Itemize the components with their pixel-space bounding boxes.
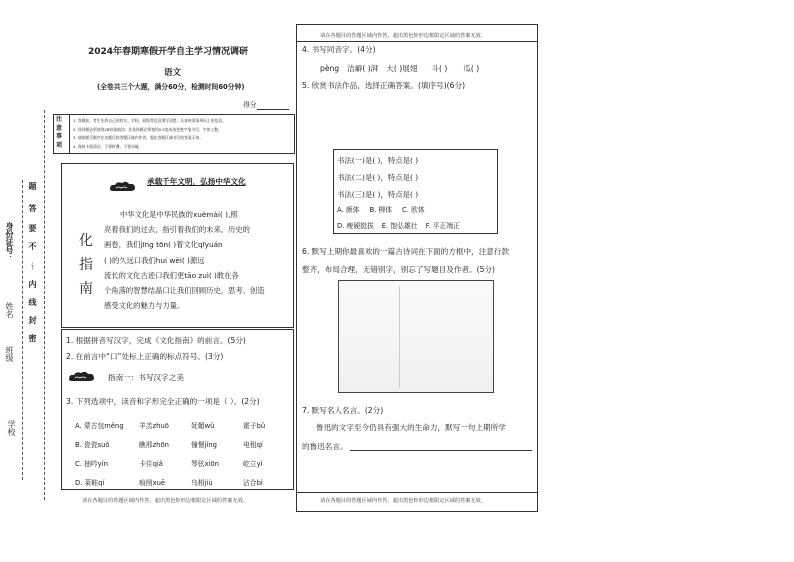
option-cell: A. 蒙古包měng xyxy=(75,422,124,430)
passage-line: 中华文化是中华民族的xuèmài( ),照 xyxy=(120,210,238,219)
option-cell: 瞧邢zhōn xyxy=(139,441,169,449)
passage-line: 感受文化的魅力与力量。 xyxy=(104,301,185,311)
question-7-answer-line[interactable] xyxy=(350,450,532,451)
side-char: 南 xyxy=(79,281,93,297)
notes-label-char: 注 xyxy=(56,116,63,123)
notes-label-char: 事 xyxy=(56,133,63,140)
option-cell: 沾合bì xyxy=(243,479,263,487)
notes-label xyxy=(56,116,68,150)
binding-inside-label: 内 xyxy=(28,280,37,288)
exam-note: (全卷共三个大题，满分60分，检测时间60分钟) xyxy=(97,83,245,91)
right-bottom-rule xyxy=(296,492,538,493)
binding-no-answer-neg: 不 xyxy=(28,242,37,250)
exam-no-underline xyxy=(10,256,11,258)
exam-title: 2024年春期寒假开学自主学习情况调研 xyxy=(88,47,249,57)
right-top-rule xyxy=(296,41,538,42)
q4-item[interactable]: 大( )展翅 xyxy=(386,64,418,73)
option-cell: D. 莱畦qí xyxy=(75,479,105,487)
question-2: 2. 在前言中“口”处标上正确的标点符号。(3分) xyxy=(66,352,224,361)
poem-box-scan-mark xyxy=(399,286,400,388)
score-underline xyxy=(257,109,289,110)
question-3-options xyxy=(75,417,265,493)
option-cell: 羊羔zhuō xyxy=(139,422,169,430)
q4-item[interactable]: 斗( ) xyxy=(431,64,448,73)
choices-row-1 xyxy=(337,206,425,214)
option-cell: 妩媚wǔ xyxy=(191,422,215,430)
choice: E. 饱弘雄壮 xyxy=(381,222,418,230)
binding-school-label: 学校 xyxy=(7,420,16,436)
option-cell: 屹立yì xyxy=(243,460,263,468)
notes-line: 3. 请按题号顺序在各题目的答题区域内作答，超出答题区域书写的答案无效。 xyxy=(73,135,204,140)
side-char: 指 xyxy=(79,257,93,273)
option-cell: B. 瓷瓷suǒ xyxy=(75,441,110,449)
binding-no-answer-low: 要 xyxy=(28,224,37,232)
option-row-c[interactable] xyxy=(75,455,265,474)
side-char: 化 xyxy=(79,233,93,249)
binding-seal-label: 封 xyxy=(28,316,37,324)
binding-class-label: 班级 xyxy=(5,346,14,362)
choice: B. 柳体 xyxy=(369,206,393,214)
q4-item[interactable]: 瓜( ) xyxy=(463,64,480,73)
binding-dash-line-inner xyxy=(44,110,45,500)
notes-list xyxy=(73,117,226,151)
passage-text xyxy=(104,207,265,313)
q4-item: pèng xyxy=(320,64,340,73)
score-label: 得分 xyxy=(243,101,257,109)
binding-no-answer-top: 题 xyxy=(28,182,37,190)
right-top-footer-note: 请在各题目的答题区域内作答，超出黑色矩形边框限定区域的答案无效。 xyxy=(320,33,487,39)
calligraphy-line[interactable]: 书法(三)是( )，特点是( ) xyxy=(337,190,419,199)
option-cell: 痕削xuē xyxy=(139,479,166,487)
question-5: 5. 欣赏书法作品，选择正确答案。(填序号)(6分) xyxy=(302,81,466,90)
option-cell: 电租qí xyxy=(243,441,263,449)
passage-line: 画卷，我们jīng tōn( )着文化qīyuán xyxy=(104,240,223,250)
passage-banner-title: 承载千年文明，弘扬中华文化 xyxy=(147,177,246,186)
question-7-line-1: 鲁迅的文字至今仍具有强大的生命力，默写一句上期所学 xyxy=(316,423,506,432)
cloud-ornament-icon xyxy=(108,181,138,192)
choice: F. 平正端正 xyxy=(425,222,460,230)
option-cell: C. 抽吟yín xyxy=(75,460,108,468)
passage-line: 流长的文化古迹口我们更tāo zuì( )敢在各 xyxy=(104,270,239,280)
passage-side-title xyxy=(76,234,96,296)
question-4: 4. 书写同音字。(4分) xyxy=(302,45,376,54)
option-cell: 乌相jiù xyxy=(191,479,213,487)
binding-line-label: 线 xyxy=(28,298,37,306)
choice: D. 瘦硬挺拔 xyxy=(337,222,374,230)
notes-line: 4. 保持卡面清洁，不要折叠、不要弄破。 xyxy=(73,143,143,149)
passage-line: 个角落的智慧结晶口让我们回顾历史，思考、创造 xyxy=(104,286,265,296)
choice: A. 颜体 xyxy=(337,206,360,214)
option-row-b[interactable] xyxy=(75,436,265,455)
right-bottom-footer-note: 请在各题目的答题区域内作答，超出黑色矩形边框限定区域的答案无效。 xyxy=(320,498,487,504)
calligraphy-line[interactable]: 书法(一)是( )，特点是( ) xyxy=(337,156,419,165)
notes-label-divider xyxy=(69,114,70,154)
binding-seal2-label: 密 xyxy=(28,334,37,342)
notes-label-char: 项 xyxy=(56,141,63,149)
option-cell: 憧憬jǐng xyxy=(191,441,217,449)
question-3: 3. 下列选项中，读音和字形完全正确的一项是（ ）。(2分) xyxy=(66,397,260,406)
notes-line: 1. 答题前，考生先将自己的姓名、学校、班级等信息填写清楚，认真核准条形码上的信息。 xyxy=(73,118,226,123)
option-row-d[interactable] xyxy=(75,474,265,493)
binding-no-answer-mid: 答 xyxy=(28,204,37,212)
cloud-ornament-icon xyxy=(67,371,97,382)
option-cell: 琴弦xiōn xyxy=(191,460,219,468)
choice: C. 欧体 xyxy=(402,206,425,214)
question-7-line-2: 的鲁迅名言。 xyxy=(302,442,348,451)
calligraphy-lines xyxy=(337,152,418,203)
option-cell: 霍子bǔ xyxy=(243,422,266,430)
question-4-items xyxy=(320,64,479,73)
calligraphy-line[interactable]: 书法(二)是( )，特点是( ) xyxy=(337,173,419,182)
choices-row-2 xyxy=(337,222,460,230)
binding-exam-no-label: 身份证号 xyxy=(5,222,14,254)
question-6-line-2: 整齐，布局合理，无错别字，别忘了写题目及作者。(5分) xyxy=(302,265,496,274)
passage-line: 亮着我们的过去，指引着我们的未来。历史的 xyxy=(104,225,250,235)
binding-dash-line-outer xyxy=(22,180,23,480)
exam-subject: 语文 xyxy=(164,68,182,78)
question-7: 7. 默写名人名言。(2分) xyxy=(302,406,384,415)
option-row-a[interactable] xyxy=(75,417,265,436)
guide-1-title: 指南一：书写汉字之美 xyxy=(108,373,184,382)
poem-writing-box[interactable] xyxy=(338,280,494,393)
question-1: 1. 根据拼音写汉字，完成《文化指南》的前言。(5分) xyxy=(66,336,246,345)
notes-line: 2. 选择题必须使用2B铅笔填涂；非选择题必须使用0.5毫米黑色签字笔书写，字体工整。 xyxy=(73,126,222,132)
q4-item[interactable]: 洁癖( )湃 xyxy=(347,64,379,73)
notes-label-char: 意 xyxy=(56,124,63,132)
left-footer-note: 请在各题目的答题区域内作答，超出黑色矩形边框限定区域的答案无效。 xyxy=(82,498,249,504)
question-6-line-1: 6. 默写上期你最喜欢的一篇古诗词在下面的方框中，注意行款 xyxy=(302,247,510,256)
option-cell: 卡住qiǎ xyxy=(139,460,163,468)
binding-tilde: ～ xyxy=(28,262,37,270)
binding-name-label: 姓名 xyxy=(5,302,14,318)
passage-line: ( )的久远口我们hui wèi( )源远 xyxy=(104,255,205,265)
